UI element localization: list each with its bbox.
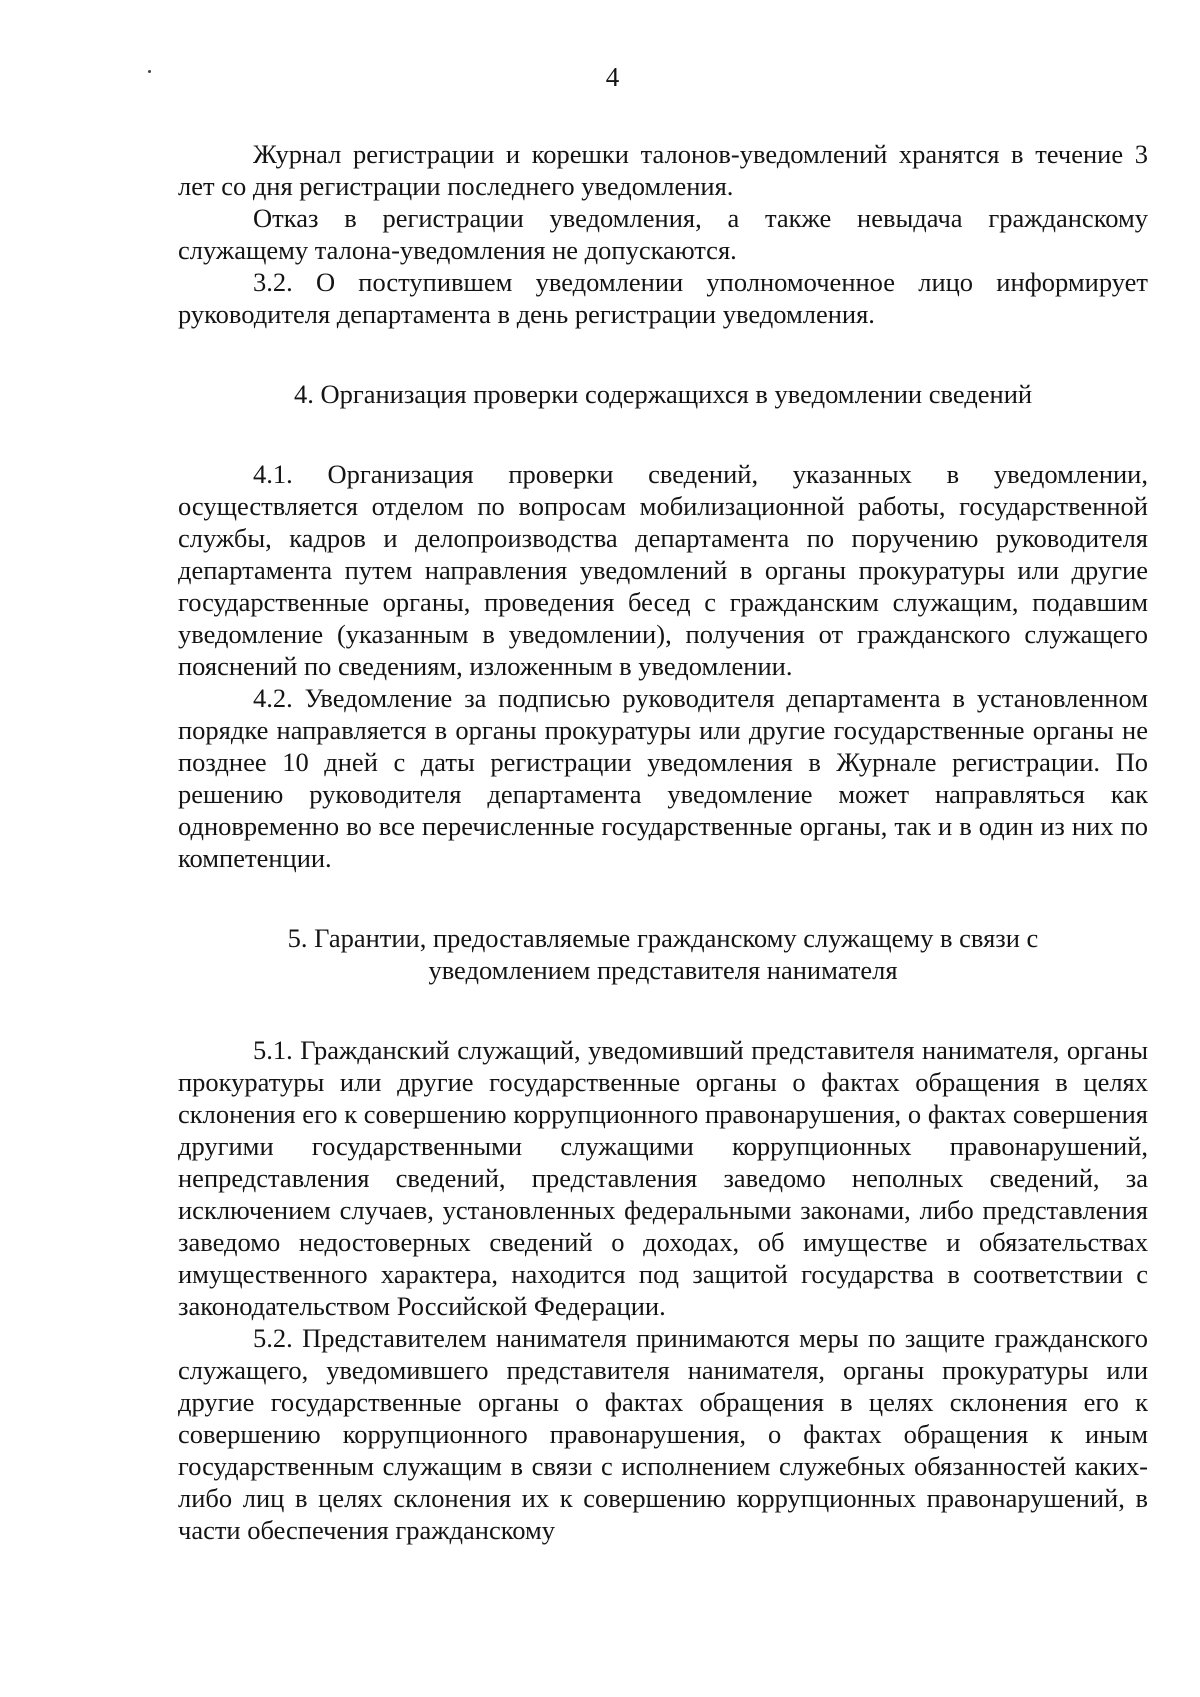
paragraph-4-1: 4.1. Организация проверки сведений, указанных в уведомлении, осуществляется отделом по вопросам мобилизационной работы, государственной службы, кадров и делопроизводства департамента по поручению руководителя департамента путем направления уведомлений в органы прокуратуры или другие государственные органы, проведения бесед с гражданским служащим, подавшим уведомление (указанным в уведомлении), получения от гражданского служащего пояснений по сведениям, изложенным в уведомлении.	[178, 459, 1148, 681]
spacer	[178, 986, 1148, 1034]
spacer	[178, 874, 1148, 922]
spacer	[178, 330, 1148, 378]
paragraph-5-2: 5.2. Представителем нанимателя принимаются меры по защите гражданского служащего, уведомившего представителя нанимателя, органы прокуратуры или другие государственные органы о фактах обращения в целях склонения его к совершению коррупционного правонарушения, о фактах обращения к иным государственным служащим в связи с исполнением служебных обязанностей каких-либо лиц в целях склонения их к совершению коррупционных правонарушений, в части обеспечения гражданскому	[178, 1323, 1148, 1545]
section-5-heading	[178, 922, 1148, 986]
page-number: 4	[605, 62, 620, 92]
paragraph-3-2: 3.2. О поступившем уведомлении уполномоченное лицо информирует руководителя департамента в день регистрации уведомления.	[178, 267, 1148, 329]
section-5-heading-line-2: уведомлением представителя нанимателя	[428, 955, 898, 985]
paragraph-5-1: 5.1. Гражданский служащий, уведомивший представителя нанимателя, органы прокуратуры или другие государственные органы о фактах обращения в целях склонения его к совершению коррупционного правонарушения, о фактах совершения другими государственными служащими коррупционных правонарушений, непредставления сведений, представления заведомо неполных сведений, за исключением случаев, установленных федеральными законами, либо представления заведомо недостоверных сведений о доходах, об имуществе и обязательствах имущественного характера, находится под защитой государства в соответствии с законодательством Российской Федерации.	[178, 1035, 1148, 1321]
section-4-heading: 4. Организация проверки содержащихся в уведомлении сведений	[293, 379, 1033, 409]
spacer	[178, 410, 1148, 458]
document-body	[178, 138, 1148, 1546]
section-5-heading-line-1: 5. Гарантии, предоставляемые гражданскому служащему в связи с	[287, 923, 1039, 953]
paragraph-refusal-not-allowed: Отказ в регистрации уведомления, а также невыдача гражданскому служащему талона-уведомления не допускаются.	[178, 203, 1148, 265]
paragraph-4-2: 4.2. Уведомление за подписью руководителя департамента в установленном порядке направляется в органы прокуратуры или другие государственные органы не позднее 10 дней с даты регистрации уведомления в Журнале регистрации. По решению руководителя департамента уведомление может направляться как одновременно во все перечисленные государственные органы, так и в один из них по компетенции.	[178, 683, 1148, 873]
paragraph-journal-storage: Журнал регистрации и корешки талонов-уведомлений хранятся в течение 3 лет со дня регистрации последнего уведомления.	[178, 139, 1148, 201]
